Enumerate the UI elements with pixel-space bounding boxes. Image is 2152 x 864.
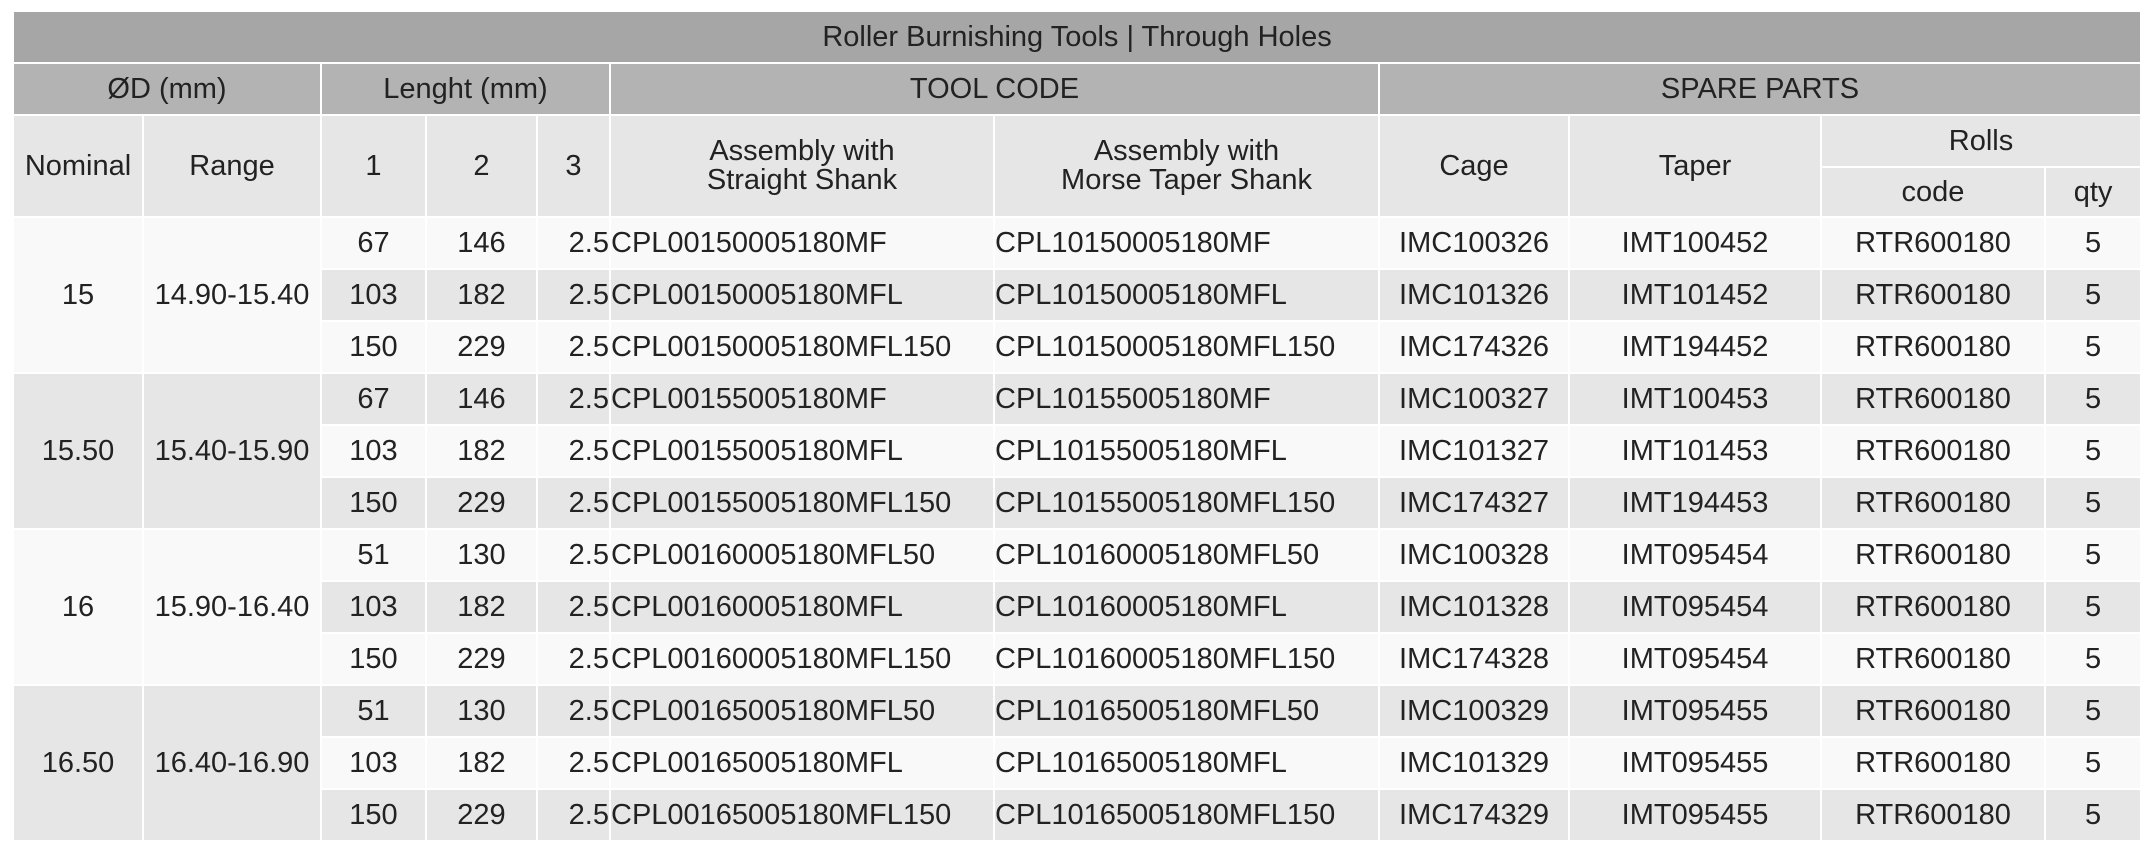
table-row xyxy=(13,269,2141,321)
tool-table xyxy=(12,10,2142,842)
cell-cage: IMC174327 xyxy=(1379,477,1569,529)
cell-taper: IMT095454 xyxy=(1569,581,1821,633)
cell-cage: IMC100327 xyxy=(1379,373,1569,425)
cell-straight-shank-code: CPL00155005180MFL xyxy=(610,425,994,477)
cell-length-1: 67 xyxy=(321,217,426,269)
cell-length-3: 2.5 xyxy=(537,529,610,581)
cell-length-3: 2.5 xyxy=(537,789,610,841)
cell-rolls-qty: 5 xyxy=(2045,633,2141,685)
cell-length-1: 51 xyxy=(321,685,426,737)
cell-length-2: 146 xyxy=(426,217,537,269)
cell-taper: IMT095455 xyxy=(1569,789,1821,841)
cell-taper: IMT095454 xyxy=(1569,529,1821,581)
cell-straight-shank-code: CPL00160005180MFL xyxy=(610,581,994,633)
cell-straight-shank-code: CPL00165005180MFL50 xyxy=(610,685,994,737)
cell-taper: IMT100453 xyxy=(1569,373,1821,425)
cell-range: 15.40-15.90 xyxy=(143,373,321,529)
cell-length-2: 229 xyxy=(426,321,537,373)
cell-morse-taper-code: CPL10160005180MFL150 xyxy=(994,633,1379,685)
cell-taper: IMT095455 xyxy=(1569,737,1821,789)
table-row xyxy=(13,477,2141,529)
cell-rolls-code: RTR600180 xyxy=(1821,269,2045,321)
cell-rolls-qty: 5 xyxy=(2045,477,2141,529)
cell-range: 15.90-16.40 xyxy=(143,529,321,685)
header-length-3: 3 xyxy=(537,115,610,217)
cell-nominal: 16.50 xyxy=(13,685,143,841)
cell-morse-taper-code: CPL10150005180MF xyxy=(994,217,1379,269)
header-range: Range xyxy=(143,115,321,217)
cell-length-2: 229 xyxy=(426,477,537,529)
cell-rolls-qty: 5 xyxy=(2045,581,2141,633)
cell-length-1: 150 xyxy=(321,321,426,373)
cell-length-3: 2.5 xyxy=(537,217,610,269)
cell-length-1: 67 xyxy=(321,373,426,425)
cell-cage: IMC101329 xyxy=(1379,737,1569,789)
header-nominal: Nominal xyxy=(13,115,143,217)
cell-rolls-code: RTR600180 xyxy=(1821,373,2045,425)
cell-length-1: 103 xyxy=(321,269,426,321)
cell-rolls-code: RTR600180 xyxy=(1821,633,2045,685)
cell-range: 16.40-16.90 xyxy=(143,685,321,841)
cell-length-3: 2.5 xyxy=(537,581,610,633)
cell-rolls-qty: 5 xyxy=(2045,425,2141,477)
header-taper: Taper xyxy=(1569,115,1821,217)
cell-rolls-qty: 5 xyxy=(2045,373,2141,425)
cell-rolls-code: RTR600180 xyxy=(1821,737,2045,789)
header-length-2: 2 xyxy=(426,115,537,217)
cell-cage: IMC101327 xyxy=(1379,425,1569,477)
cell-morse-taper-code: CPL10160005180MFL xyxy=(994,581,1379,633)
header-spare-parts: SPARE PARTS xyxy=(1379,63,2141,115)
table-row xyxy=(13,425,2141,477)
cell-straight-shank-code: CPL00155005180MF xyxy=(610,373,994,425)
table-row xyxy=(13,685,2141,737)
cell-cage: IMC174328 xyxy=(1379,633,1569,685)
cell-rolls-qty: 5 xyxy=(2045,321,2141,373)
cell-length-3: 2.5 xyxy=(537,321,610,373)
cell-morse-taper-code: CPL10155005180MFL xyxy=(994,425,1379,477)
cell-straight-shank-code: CPL00160005180MFL150 xyxy=(610,633,994,685)
cell-straight-shank-code: CPL00150005180MFL150 xyxy=(610,321,994,373)
cell-morse-taper-code: CPL10150005180MFL xyxy=(994,269,1379,321)
cell-straight-shank-code: CPL00165005180MFL xyxy=(610,737,994,789)
table-row xyxy=(13,529,2141,581)
cell-straight-shank-code: CPL00160005180MFL50 xyxy=(610,529,994,581)
cell-length-1: 103 xyxy=(321,581,426,633)
table-title: Roller Burnishing Tools | Through Holes xyxy=(13,11,2141,63)
cell-length-3: 2.5 xyxy=(537,373,610,425)
cell-length-1: 103 xyxy=(321,737,426,789)
cell-morse-taper-code: CPL10165005180MFL xyxy=(994,737,1379,789)
cell-taper: IMT101453 xyxy=(1569,425,1821,477)
cell-length-2: 130 xyxy=(426,685,537,737)
cell-rolls-qty: 5 xyxy=(2045,685,2141,737)
cell-rolls-code: RTR600180 xyxy=(1821,321,2045,373)
cell-straight-shank-code: CPL00155005180MFL150 xyxy=(610,477,994,529)
header-morse-taper-shank-line2: Morse Taper Shank xyxy=(1061,164,1312,196)
cell-rolls-qty: 5 xyxy=(2045,269,2141,321)
cell-length-3: 2.5 xyxy=(537,425,610,477)
cell-length-1: 51 xyxy=(321,529,426,581)
cell-morse-taper-code: CPL10160005180MFL50 xyxy=(994,529,1379,581)
cell-length-1: 103 xyxy=(321,425,426,477)
table-row xyxy=(13,633,2141,685)
cell-rolls-code: RTR600180 xyxy=(1821,789,2045,841)
cell-range: 14.90-15.40 xyxy=(143,217,321,373)
cell-length-1: 150 xyxy=(321,789,426,841)
header-diameter: ØD (mm) xyxy=(13,63,321,115)
cell-length-3: 2.5 xyxy=(537,737,610,789)
cell-length-2: 182 xyxy=(426,425,537,477)
header-tool-code: TOOL CODE xyxy=(610,63,1379,115)
header-straight-shank xyxy=(610,115,994,217)
cell-length-1: 150 xyxy=(321,633,426,685)
cell-length-2: 229 xyxy=(426,789,537,841)
cell-rolls-qty: 5 xyxy=(2045,789,2141,841)
cell-cage: IMC100329 xyxy=(1379,685,1569,737)
table-row xyxy=(13,581,2141,633)
cell-straight-shank-code: CPL00150005180MF xyxy=(610,217,994,269)
table-row xyxy=(13,789,2141,841)
table-body xyxy=(13,217,2141,841)
cell-length-3: 2.5 xyxy=(537,477,610,529)
cell-taper: IMT101452 xyxy=(1569,269,1821,321)
cell-rolls-code: RTR600180 xyxy=(1821,425,2045,477)
cell-length-3: 2.5 xyxy=(537,633,610,685)
header-rolls: Rolls xyxy=(1821,115,2141,167)
cell-length-2: 229 xyxy=(426,633,537,685)
cell-morse-taper-code: CPL10165005180MFL150 xyxy=(994,789,1379,841)
cell-cage: IMC174329 xyxy=(1379,789,1569,841)
header-rolls-qty: qty xyxy=(2045,167,2141,217)
cell-length-1: 150 xyxy=(321,477,426,529)
header-rolls-code: code xyxy=(1821,167,2045,217)
header-length: Lenght (mm) xyxy=(321,63,610,115)
table-row xyxy=(13,321,2141,373)
cell-rolls-code: RTR600180 xyxy=(1821,477,2045,529)
cell-morse-taper-code: CPL10165005180MFL50 xyxy=(994,685,1379,737)
table-row xyxy=(13,217,2141,269)
cell-rolls-qty: 5 xyxy=(2045,529,2141,581)
cell-cage: IMC100328 xyxy=(1379,529,1569,581)
cell-rolls-qty: 5 xyxy=(2045,217,2141,269)
header-morse-taper-shank xyxy=(994,115,1379,217)
header-length-1: 1 xyxy=(321,115,426,217)
header-straight-shank-line2: Straight Shank xyxy=(706,164,898,196)
cell-cage: IMC101326 xyxy=(1379,269,1569,321)
cell-taper: IMT100452 xyxy=(1569,217,1821,269)
cell-length-2: 182 xyxy=(426,737,537,789)
cell-morse-taper-code: CPL10155005180MF xyxy=(994,373,1379,425)
cell-taper: IMT194453 xyxy=(1569,477,1821,529)
header-straight-shank-line1: Assembly with xyxy=(709,135,895,167)
cell-morse-taper-code: CPL10150005180MFL150 xyxy=(994,321,1379,373)
cell-length-2: 130 xyxy=(426,529,537,581)
cell-straight-shank-code: CPL00150005180MFL xyxy=(610,269,994,321)
cell-length-3: 2.5 xyxy=(537,685,610,737)
table-row xyxy=(13,737,2141,789)
cell-morse-taper-code: CPL10155005180MFL150 xyxy=(994,477,1379,529)
cell-rolls-qty: 5 xyxy=(2045,737,2141,789)
cell-cage: IMC101328 xyxy=(1379,581,1569,633)
cell-taper: IMT095454 xyxy=(1569,633,1821,685)
cell-cage: IMC174326 xyxy=(1379,321,1569,373)
header-morse-taper-shank-line1: Assembly with xyxy=(1093,135,1280,167)
cell-straight-shank-code: CPL00165005180MFL150 xyxy=(610,789,994,841)
header-cage: Cage xyxy=(1379,115,1569,217)
cell-nominal: 16 xyxy=(13,529,143,685)
cell-nominal: 15.50 xyxy=(13,373,143,529)
cell-length-2: 182 xyxy=(426,581,537,633)
cell-taper: IMT095455 xyxy=(1569,685,1821,737)
cell-length-2: 182 xyxy=(426,269,537,321)
cell-nominal: 15 xyxy=(13,217,143,373)
cell-length-3: 2.5 xyxy=(537,269,610,321)
cell-rolls-code: RTR600180 xyxy=(1821,529,2045,581)
cell-length-2: 146 xyxy=(426,373,537,425)
cell-cage: IMC100326 xyxy=(1379,217,1569,269)
cell-rolls-code: RTR600180 xyxy=(1821,581,2045,633)
cell-taper: IMT194452 xyxy=(1569,321,1821,373)
cell-rolls-code: RTR600180 xyxy=(1821,217,2045,269)
cell-rolls-code: RTR600180 xyxy=(1821,685,2045,737)
table-row xyxy=(13,373,2141,425)
